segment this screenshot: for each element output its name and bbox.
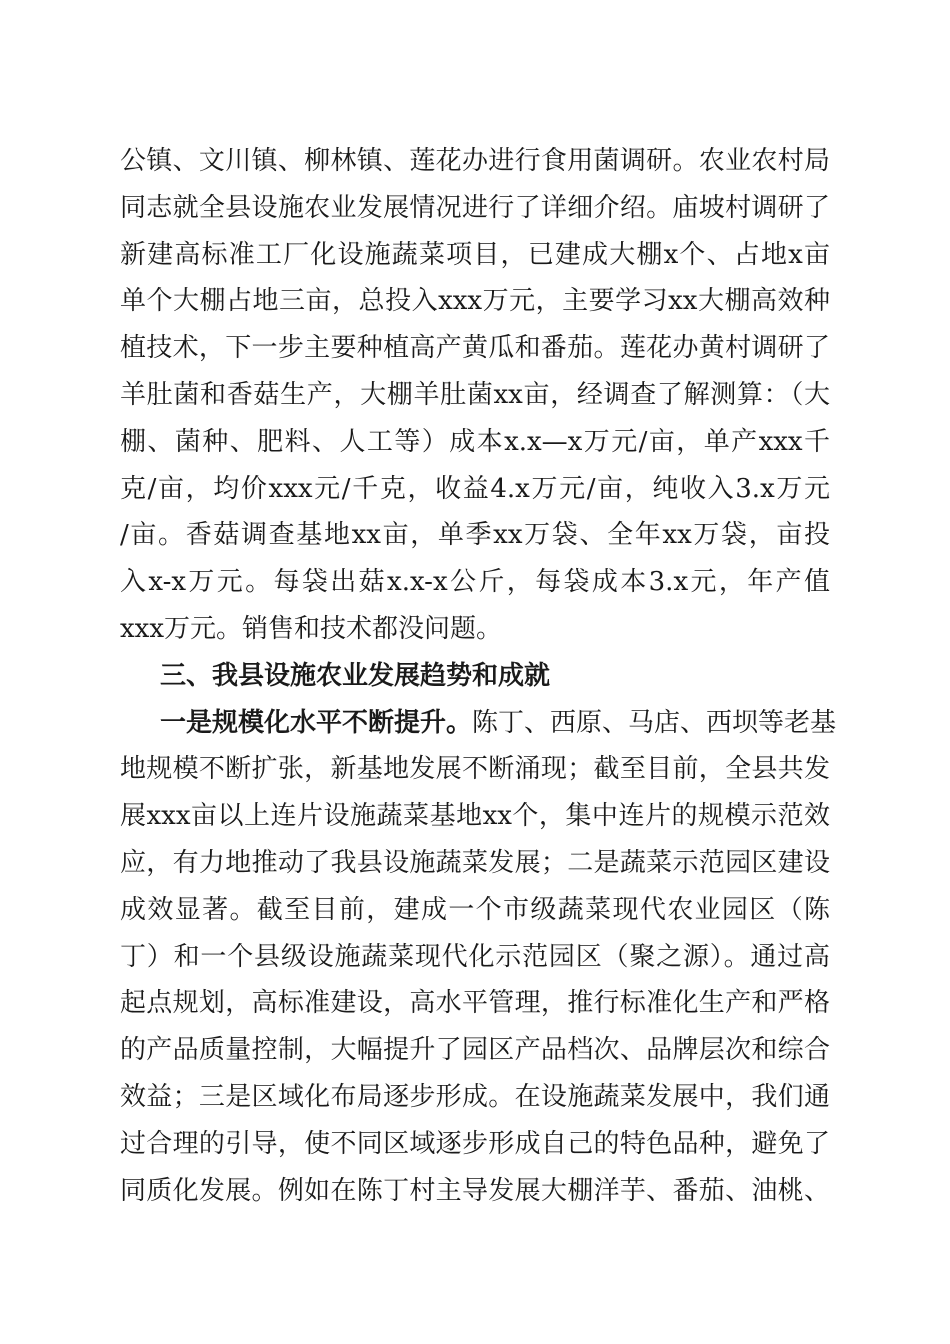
text-line: 起点规划，高标准建设，高水平管理，推行标准化生产和严格 — [120, 988, 830, 1019]
document-body — [120, 138, 837, 1214]
text-line: /亩。香菇调查基地xx亩，单季xx万袋、全年xx万袋，亩投 — [120, 520, 830, 551]
section-heading: 三、我县设施农业发展趋势和成就 — [160, 660, 551, 691]
text-line: 成效显著。截至目前，建成一个市级蔬菜现代农业园区（陈 — [120, 894, 830, 925]
text-line — [120, 700, 837, 747]
paragraph-lead: 一是规模化水平不断提升。 — [160, 707, 473, 738]
text-line: 过合理的引导，使不同区域逐步形成自己的特色品种，避免了 — [120, 1128, 830, 1159]
text-line: xxx万元。销售和技术都没问题。 — [120, 613, 502, 644]
text-line: 展xxx亩以上连片设施蔬菜基地xx个，集中连片的规模示范效 — [120, 801, 830, 832]
paragraph-survey — [120, 138, 830, 653]
text-line: 羊肚菌和香菇生产，大棚羊肚菌xx亩，经调查了解测算：（大 — [120, 379, 830, 410]
text-line: 的产品质量控制，大幅提升了园区产品档次、品牌层次和综合 — [120, 1035, 830, 1066]
text-line: 丁）和一个县级设施蔬菜现代化示范园区（聚之源）。通过高 — [120, 941, 830, 972]
text-line: 新建高标准工厂化设施蔬菜项目，已建成大棚x个、占地x亩 — [120, 239, 830, 270]
paragraph-trends — [120, 700, 837, 1215]
text-line: 入x-x万元。每袋出菇x.x-x公斤，每袋成本3.x元，年产值 — [120, 567, 830, 598]
text-line: 效益；三是区域化布局逐步形成。在设施蔬菜发展中，我们通 — [120, 1081, 830, 1112]
text-line: 单个大棚占地三亩，总投入xxx万元，主要学习xx大棚高效种 — [120, 286, 830, 317]
text-line: 棚、菌种、肥料、人工等）成本x.x—x万元/亩，单产xxx千 — [120, 426, 830, 457]
text-line: 克/亩，均价xxx元/千克，收益4.x万元/亩，纯收入3.x万元 — [120, 473, 830, 504]
text-line: 地规模不断扩张，新基地发展不断涌现；截至目前，全县共发 — [120, 754, 830, 785]
text-line: 应，有力地推动了我县设施蔬菜发展；二是蔬菜示范园区建设 — [120, 847, 830, 878]
text-span: 陈丁、西原、马店、西坝等老基 — [472, 707, 837, 738]
text-line: 同志就全县设施农业发展情况进行了详细介绍。庙坡村调研了 — [120, 192, 830, 223]
text-line: 植技术，下一步主要种植高产黄瓜和番茄。莲花办黄村调研了 — [120, 333, 830, 364]
text-line: 公镇、文川镇、柳林镇、莲花办进行食用菌调研。农业农村局 — [120, 146, 830, 176]
text-line: 同质化发展。例如在陈丁村主导发展大棚洋芋、番茄、油桃、 — [120, 1175, 830, 1206]
